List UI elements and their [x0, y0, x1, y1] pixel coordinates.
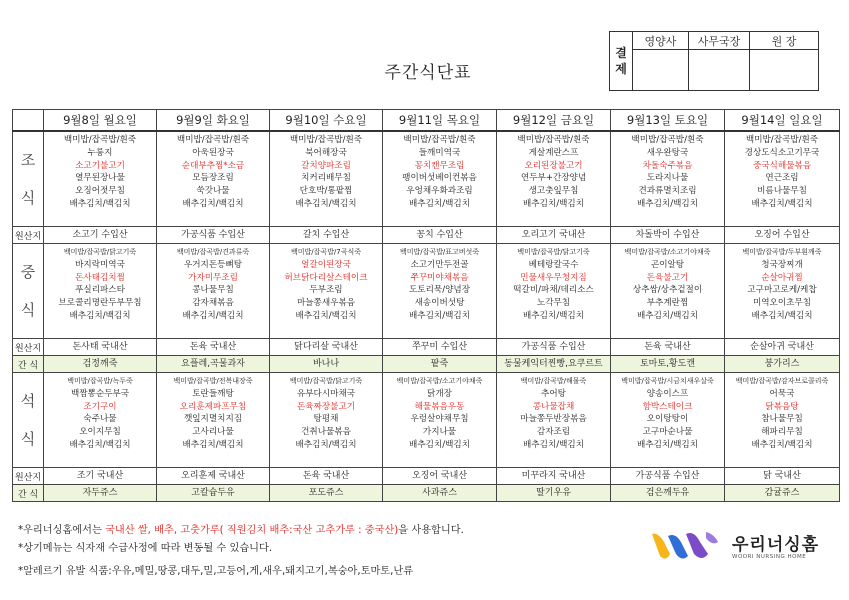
menu-item: 베테랑칼국수: [528, 259, 579, 270]
menu-item: 중국식해물볶음: [752, 160, 812, 171]
menu-item: 떡갈비/파채/데리소스: [513, 285, 594, 296]
menu-item: 백미밥/잡곡밥/시금치새우살죽: [621, 377, 714, 385]
menu-item: 유부다시마채국: [296, 388, 356, 399]
lunch-day-cell: [270, 244, 383, 339]
menu-item: 민물새우무청지짐: [520, 272, 587, 283]
snack-label: 간 식: [13, 485, 44, 502]
menu-item: 브로콜리명란두부무침: [58, 298, 142, 309]
menu-item: 백짬뽕순두부국: [70, 388, 130, 399]
menu-item: 추어탕: [541, 388, 566, 399]
day-header: 9월9일 화요일: [157, 110, 270, 132]
menu-item: 단호박/통팥찜: [299, 186, 353, 197]
menu-item: 팽이버섯베이컨볶음: [402, 173, 477, 184]
weekly-menu-table: [12, 109, 840, 502]
menu-item: 배추김치/백김치: [408, 310, 470, 321]
menu-item: 가자미무조림: [188, 272, 238, 283]
menu-item: 배추김치/백김치: [69, 310, 131, 321]
menu-item: 감자조림: [536, 427, 571, 438]
menu-item: 배추김치/백김치: [522, 198, 584, 209]
menu-item: 배추김치/백김치: [751, 310, 813, 321]
menu-item: 백미밥/잡곡밥/소고기야채죽: [396, 377, 483, 385]
menu-item: 우렁살야채무침: [410, 414, 469, 425]
menu-item: 돈사태김치찜: [75, 272, 125, 283]
menu-item: 노각무침: [536, 298, 571, 309]
menu-item: 양송이스프: [646, 388, 689, 399]
menu-item: 돈육짜장불고기: [296, 401, 356, 412]
menu-item: 어묵국: [769, 388, 795, 399]
menu-item: 조기구이: [83, 401, 117, 412]
lunch-day-cell: [725, 244, 840, 339]
snack-cell: 바나나: [270, 356, 383, 373]
menu-item: 배추김치/백김치: [69, 439, 131, 450]
snack2-row: [13, 485, 840, 502]
menu-item: 백미밥/잡곡밥/두부흰깨죽: [742, 248, 822, 256]
menu-item: 소고기불고기: [75, 160, 125, 171]
menu-item: 감자채볶음: [192, 298, 234, 309]
note-origin-highlight: 국내산 쌀, 배추, 고춧가루( 직원김치 배추:국산 고추가루 : 중국산): [105, 525, 399, 536]
menu-item: 부추계란찜: [646, 298, 689, 309]
menu-item: 꽁치캔무조림: [414, 160, 465, 171]
menu-item: 깻잎지멸치지짐: [183, 414, 243, 425]
breakfast-day-cell: [497, 131, 611, 227]
origin-cell: 닭 국내산: [725, 468, 840, 485]
menu-item: 건취나물볶음: [301, 427, 351, 438]
menu-item: 청국장찌개: [761, 259, 803, 270]
meal-label-char: 식: [20, 430, 36, 448]
dinner-day-cell: [383, 373, 497, 468]
dinner-day-cell: [44, 373, 157, 468]
menu-item: 게살계란스프: [528, 147, 579, 158]
menu-item: 순대부추찜*소금: [181, 160, 245, 171]
menu-item: 배추김치/백김치: [522, 439, 584, 450]
logo-subtitle: WOORI NURSING HOME: [732, 554, 807, 560]
snack-cell: 검정깨죽: [44, 356, 157, 373]
menu-item: 함박스테이크: [642, 401, 693, 412]
menu-item: 비름나물무침: [757, 186, 807, 197]
menu-item: 백미밥/잡곡밥/소고기야채죽: [624, 248, 711, 256]
signature-box-office-manager[interactable]: [689, 50, 750, 91]
menu-item: 오이탕탕이: [646, 414, 689, 425]
menu-item: 배추김치/백김치: [182, 198, 244, 209]
menu-item: 순살아귀찜: [761, 272, 803, 283]
approval-role-director: 원 장: [750, 32, 819, 50]
dinner-day-cell: [157, 373, 270, 468]
breakfast-day-cell: [270, 131, 383, 227]
origin-cell: 가공식품 수입산: [611, 468, 725, 485]
lunch-day-cell: [497, 244, 611, 339]
note-origin-prefix: *우리너싱홈에서는: [18, 525, 106, 536]
menu-item: 배추김치/백김치: [69, 198, 131, 209]
logo-mark-icon: [648, 528, 726, 564]
menu-item: 우거지돈등뼈탕: [183, 259, 243, 270]
menu-item: 생고춧잎무침: [528, 186, 579, 197]
menu-item: 백미밥/잡곡밥/7곡식죽: [290, 248, 362, 256]
menu-item: 배추김치/백김치: [408, 198, 470, 209]
menu-item: 쑥갓나물: [196, 186, 230, 197]
snack-cell: 붕가리스: [725, 356, 840, 373]
snack-cell: 딸기우유: [497, 485, 611, 502]
meal-label-char: 식: [20, 189, 36, 207]
menu-item: 우엉채우화과조림: [406, 186, 473, 197]
logo-name: 우리너싱홈: [732, 535, 820, 555]
menu-item: 백미밥/잡곡밥/닭고기죽: [63, 248, 137, 256]
menu-item: 백미밥/잡곡밥/흰죽: [745, 135, 819, 145]
page-title: 주간식단표: [384, 63, 472, 83]
snack-cell: 팥죽: [383, 356, 497, 373]
menu-item: 백미밥/잡곡밥/녹두죽: [67, 377, 133, 385]
approval-box: [609, 31, 819, 91]
menu-item: 오리된장불고기: [524, 160, 583, 171]
breakfast-day-cell: [157, 131, 270, 227]
menu-item: 백미밥/잡곡밥/전복내장죽: [173, 377, 253, 385]
menu-item: 푸실리파스타: [75, 285, 125, 296]
day-header: 9월11일 목요일: [383, 110, 497, 132]
menu-item: 연근조림: [765, 173, 799, 184]
origin-cell: 순살아귀 국내산: [725, 339, 840, 356]
menu-item: 백미밥/잡곡밥/흰죽: [289, 135, 363, 145]
menu-item: 상추쌈/상추겉절이: [632, 285, 703, 296]
menu-item: 오징어젓무침: [75, 186, 125, 197]
menu-item: 백미밥/잡곡밥/흰죽: [631, 135, 704, 145]
origin-cell: 오징어 국내산: [383, 468, 497, 485]
origin-cell: 닭다리살 국내산: [270, 339, 383, 356]
menu-item: 배추김치/백김치: [295, 439, 357, 450]
menu-item: 배추김치/백김치: [751, 439, 813, 450]
origin-cell: 미꾸라지 국내산: [497, 468, 611, 485]
menu-item: 도라지나물: [646, 173, 689, 184]
lunch-day-cell: [611, 244, 725, 339]
menu-item: 치커리배무침: [301, 173, 351, 184]
menu-item: 콩나물무침: [192, 285, 234, 296]
menu-item: 백미밥/잡곡밥/견과류죽: [176, 248, 250, 256]
menu-item: 고구마순나물: [642, 427, 693, 438]
lunch-day-cell: [44, 244, 157, 339]
menu-item: 백미밥/잡곡밥/해물죽: [520, 377, 587, 385]
breakfast-origin-row: [13, 227, 840, 244]
menu-item: 쭈꾸미야채볶음: [410, 272, 469, 283]
origin-label: 원산지: [13, 339, 44, 356]
menu-item: 미역오이초무침: [752, 298, 812, 309]
menu-item: 아욱된장국: [192, 147, 234, 158]
menu-item: 견과류멸치조림: [638, 186, 697, 197]
menu-item: 콩나물잡채: [532, 401, 575, 412]
breakfast-day-cell: [725, 131, 840, 227]
meal-label-char: 석: [20, 392, 36, 410]
origin-cell: 쭈꾸미 수입산: [383, 339, 497, 356]
day-header: 9월12일 금요일: [497, 110, 611, 132]
note-origin-suffix: 을 사용합니다.: [398, 525, 464, 536]
menu-item: 백미밥/잡곡밥/흰죽: [176, 135, 250, 145]
menu-item: 들깨미역국: [418, 147, 461, 158]
origin-cell: 돈육 국내산: [157, 339, 270, 356]
menu-item: 고구마고로케/케찹: [747, 285, 817, 296]
meal-label-char: 식: [20, 301, 36, 319]
menu-item: 해파리무침: [761, 427, 803, 438]
note-origin: [18, 524, 464, 537]
menu-item: 토란들깨탕: [192, 388, 234, 399]
menu-item: 백미밥/잡곡밥/흰죽: [63, 135, 137, 145]
snack-cell: 검은깨두유: [611, 485, 725, 502]
dinner-label: [13, 373, 44, 468]
breakfast-label-text: [13, 132, 43, 226]
origin-cell: 오리훈제 국내산: [157, 468, 270, 485]
snack-label: 간 식: [13, 356, 44, 373]
menu-item: 새우완탕국: [646, 147, 689, 158]
menu-item: 배추김치/백김치: [636, 439, 698, 450]
origin-cell: 갈치 수입산: [270, 227, 383, 244]
menu-item: 백미밥/잡곡밥/닭고기죽: [517, 248, 590, 256]
menu-item: 백미밥/잡곡밥/흰죽: [403, 135, 476, 145]
approval-label: 결 제: [610, 32, 633, 91]
origin-cell: 가공식품 수입산: [497, 339, 611, 356]
snack-cell: 고칼슘두유: [157, 485, 270, 502]
day-header: 9월14일 일요일: [725, 110, 840, 132]
menu-item: 새송이버섯탕: [414, 298, 465, 309]
menu-item: 배추김치/백김치: [636, 198, 698, 209]
menu-item: 가지나물: [422, 427, 457, 438]
menu-item: 곤이알탕: [650, 259, 685, 270]
snack-cell: 포도쥬스: [270, 485, 383, 502]
menu-item: 해물볶음우동: [414, 401, 465, 412]
snack1-row: [13, 356, 840, 373]
origin-cell: 조기 국내산: [44, 468, 157, 485]
origin-cell: 소고기 수입산: [44, 227, 157, 244]
lunch-day-cell: [383, 244, 497, 339]
dinner-day-cell: [611, 373, 725, 468]
origin-cell: 돈사태 국내산: [44, 339, 157, 356]
day-header: 9월8일 월요일: [44, 110, 157, 132]
meal-label-char: 중: [20, 263, 36, 281]
menu-item: 닭개장: [427, 388, 452, 399]
menu-item: 바지락미역국: [75, 259, 125, 270]
brand-logo: [648, 528, 828, 566]
origin-cell: 돈육 국내산: [611, 339, 725, 356]
breakfast-label: [13, 131, 44, 227]
snack-cell: 토마토,황도캔: [611, 356, 725, 373]
menu-item: 배추김치/백김치: [182, 310, 244, 321]
breakfast-day-cell: [383, 131, 497, 227]
lunch-label: [13, 244, 44, 339]
breakfast-day-cell: [44, 131, 157, 227]
menu-item: 배추김치/백김치: [295, 198, 357, 209]
menu-item: 열무된장나물: [75, 173, 125, 184]
menu-item: 누룽지: [87, 147, 113, 158]
menu-item: 배추김치/백김치: [408, 439, 470, 450]
menu-item: 오리훈제파프무침: [179, 401, 247, 412]
snack-cell: 동물케익터찐빵,요쿠르트: [497, 356, 611, 373]
snack-cell: 요플레,곡물과자: [157, 356, 270, 373]
menu-item: 북어해장국: [305, 147, 347, 158]
day-header: 9월13일 토요일: [611, 110, 725, 132]
menu-item: 마늘쫑두반장볶음: [520, 414, 587, 425]
day-header: 9월10일 수요일: [270, 110, 383, 132]
menu-item: 백미밥/잡곡밥/흰죽: [517, 135, 590, 145]
menu-item: 얼갈이된장국: [301, 259, 351, 270]
menu-item: 백미밥/잡곡밥/표고버섯죽: [399, 248, 480, 256]
menu-item: 닭볶음탕: [765, 401, 799, 412]
origin-cell: 오징어 수입산: [725, 227, 840, 244]
menu-item: 탕평채: [313, 414, 339, 425]
menu-item: 갈치양파조림: [301, 160, 351, 171]
lunch-label-text: [13, 244, 43, 338]
origin-cell: 차돌박이 수입산: [611, 227, 725, 244]
snack-cell: 사과쥬스: [383, 485, 497, 502]
breakfast-day-cell: [611, 131, 725, 227]
menu-item: 참나물무침: [761, 414, 803, 425]
menu-item: 배추김치/백김치: [636, 310, 698, 321]
meal-label-char: 조: [20, 151, 36, 169]
approval-role-office-manager: 사무국장: [689, 32, 750, 50]
origin-label: 원산지: [13, 227, 44, 244]
menu-item: 돈육불고기: [646, 272, 689, 283]
menu-item: 배추김치/백김치: [295, 310, 357, 321]
menu-item: 두부조림: [309, 285, 343, 296]
menu-item: 숙주나물: [83, 414, 117, 425]
menu-item: 오이지무침: [79, 427, 121, 438]
approval-role-dietitian: 영양사: [633, 32, 689, 50]
dinner-day-cell: [725, 373, 840, 468]
dinner-day-cell: [270, 373, 383, 468]
signature-box-dietitian[interactable]: [633, 50, 689, 91]
menu-item: 배추김치/백김치: [751, 198, 813, 209]
dinner-origin-row: [13, 468, 840, 485]
breakfast-row: [13, 131, 840, 227]
menu-item: 경상도식소고기무국: [744, 147, 820, 158]
menu-item: 연두부+간장양념: [520, 173, 587, 184]
origin-cell: 가공식품 수입산: [157, 227, 270, 244]
signature-box-director[interactable]: [750, 50, 819, 91]
menu-item: 배추김치/백김치: [182, 439, 244, 450]
dinner-label-text: [13, 373, 43, 467]
corner-cell: [13, 110, 44, 132]
snack-cell: 자두쥬스: [44, 485, 157, 502]
menu-item: 마늘쫑새우볶음: [296, 298, 356, 309]
menu-item: 백미밥/잡곡밥/닭고기죽: [289, 377, 363, 385]
note-change: *상기메뉴는 식자재 수급사정에 따라 변동될 수 있습니다.: [18, 543, 273, 554]
menu-item: 허브닭다리살스테이크: [284, 272, 368, 283]
origin-cell: 꽁치 수입산: [383, 227, 497, 244]
dinner-row: [13, 373, 840, 468]
menu-item: 배추김치/백김치: [522, 310, 584, 321]
lunch-day-cell: [157, 244, 270, 339]
origin-cell: 돈육 국내산: [270, 468, 383, 485]
dinner-day-cell: [497, 373, 611, 468]
menu-item: 차돌숙주볶음: [642, 160, 693, 171]
note-allergy: *알레르기 유발 식품:우유,메밀,땅콩,대두,밀,고등어,게,새우,돼지고기,복숭아,토마토,난류: [18, 566, 414, 577]
origin-label: 원산지: [13, 468, 44, 485]
lunch-origin-row: [13, 339, 840, 356]
origin-cell: 오리고기 국내산: [497, 227, 611, 244]
snack-cell: 감귤쥬스: [725, 485, 840, 502]
menu-item: 백미밥/잡곡밥/감자브로콜리죽: [735, 377, 829, 385]
notes: [18, 524, 464, 583]
menu-item: 고사리나물: [192, 427, 234, 438]
lunch-row: [13, 244, 840, 339]
menu-item: 도토리묵/양념장: [408, 285, 470, 296]
menu-item: 소고기만두전골: [410, 259, 469, 270]
menu-item: 모듬장조림: [192, 173, 234, 184]
